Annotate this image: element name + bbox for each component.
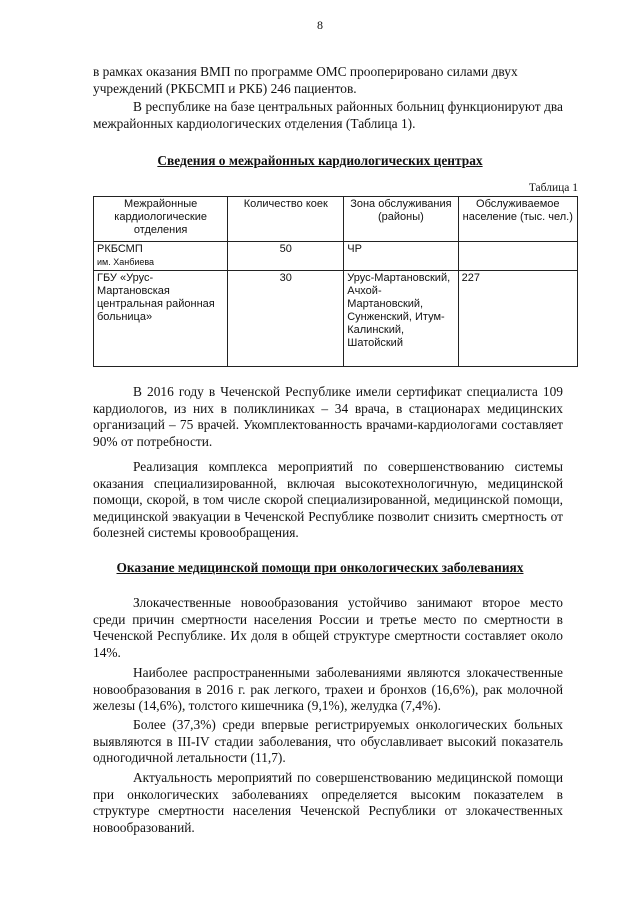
department-subname: им. Ханбиева [97, 257, 155, 267]
table-header-cell: Межрайонные кардиологические отделения [94, 197, 228, 242]
table-header-row [94, 197, 578, 242]
table-cell-zone: Урус-Мартановский, Ачхой-Мартановский, Сунженский, Итум-Калинский, Шатойский [344, 271, 458, 367]
onco-paragraph-2: Наиболее распространенными заболеваниями являются злокачественные новообразования в 2016 г. рак легкого, трахеи и бронхов (16,6%), рак молочной железы (14,6%), толстого кишечника (9,1%), желудка (7,4%). [93, 665, 563, 714]
table-cell-population: 227 [458, 271, 577, 367]
cardio-table [93, 196, 578, 367]
table-header-cell: Обслуживаемое население (тыс. чел.) [458, 197, 577, 242]
table-cell-zone: ЧР [344, 242, 458, 271]
paragraph-realization: Реализация комплекса мероприятий по совершенствованию системы оказания специализированной, включая высокотехнологичную, медицинской помощи, скорой, в том числе скорой специализированной, медицинской помощи, медицинской эвакуации в Чеченской Республике позволит снизить смертность от болезней системы кровообращения. [93, 459, 563, 541]
table-header-cell: Количество коек [228, 197, 344, 242]
table-caption: Таблица 1 [528, 182, 578, 194]
onco-paragraph-1: Злокачественные новообразования устойчиво занимают второе место среди причин смертности населения России и третье место по смертности в Чеченской Республике. Их доля в общей структуре смертности составляет около 14%. [93, 595, 563, 660]
department-name: РКБСМП [97, 243, 143, 255]
table-row [94, 242, 578, 271]
table-cell-department [94, 242, 228, 271]
intro-line-1: в рамках оказания ВМП по программе ОМС прооперировано силами двух [93, 64, 518, 79]
table-cell-beds: 50 [228, 242, 344, 271]
intro-paragraph-2: В республике на базе центральных районных больниц функционируют два межрайонных кардиологических отделения (Таблица 1). [93, 99, 563, 131]
onco-paragraph-4: Актуальность мероприятий по совершенствованию медицинской помощи при онкологических заболеваниях определяется высоким показателем в структуре смертности населения Чеченской Республики от злокачественных новообразований. [93, 770, 563, 835]
table-cell-population [458, 242, 577, 271]
table-row [94, 271, 578, 367]
section-heading-onco: Оказание медицинской помощи при онкологических заболеваниях [116, 560, 524, 575]
table-cell-beds: 30 [228, 271, 344, 367]
page-number: 8 [317, 18, 323, 32]
onco-paragraph-3: Более (37,3%) среди впервые регистрируемых онкологических больных выявляются в III-IV стадии заболевания, что обуславливает высокий показатель одногодичной летальности (11,7). [93, 717, 563, 766]
intro-line-2: учреждений (РКБСМП и РКБ) 246 пациентов. [93, 80, 357, 96]
paragraph-2016: В 2016 году в Чеченской Республике имели сертификат специалиста 109 кардиологов, из них в поликлиниках – 34 врача, в стационарах медицинских организаций – 75 врачей. Укомплектованность врачами-кардиологами составляет 90% от потребности. [93, 384, 563, 449]
table-header-cell: Зона обслуживания (районы) [344, 197, 458, 242]
intro-paragraph [93, 64, 563, 97]
table-cell-department: ГБУ «Урус-Мартановская центральная районная больница» [94, 271, 228, 367]
section-heading-cardio: Сведения о межрайонных кардиологических центрах [157, 153, 483, 168]
